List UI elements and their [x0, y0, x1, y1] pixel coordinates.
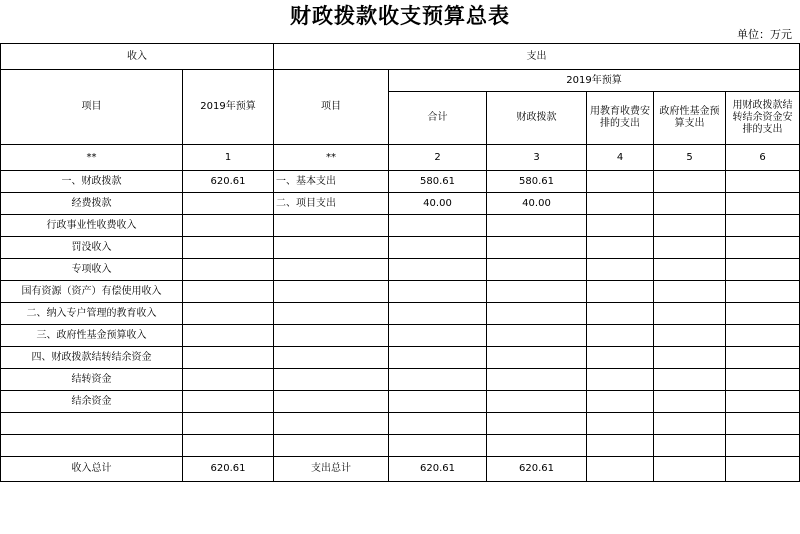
edu-fee-cell: [587, 325, 654, 347]
page-title: 财政拨款收支预算总表: [290, 3, 510, 28]
income-item-cell: 经费拨款: [1, 193, 183, 215]
table-row: [1, 391, 800, 413]
income-item-cell: 结余资金: [1, 391, 183, 413]
income-item-cell: 专项收入: [1, 259, 183, 281]
expense-item-cell: [274, 303, 389, 325]
index-cell: **: [274, 145, 389, 171]
expense-total-cell: [389, 281, 487, 303]
fiscal-cell: [487, 215, 587, 237]
edu-fee-cell: [587, 347, 654, 369]
table-row: [1, 435, 800, 457]
income-amount-cell: [183, 281, 274, 303]
income-amount-cell: [183, 237, 274, 259]
income-item-cell: 国有资源（资产）有偿使用收入: [1, 281, 183, 303]
expense-item-cell: 二、项目支出: [274, 193, 389, 215]
unit-label: 单位：万元: [737, 28, 792, 41]
expense-total-cell: [389, 215, 487, 237]
income-amount-cell: [183, 413, 274, 435]
table-row: [1, 171, 800, 193]
expense-item-cell: [274, 259, 389, 281]
expense-item-cell: [274, 215, 389, 237]
expense-item-cell: [274, 369, 389, 391]
budget-group-header: 2019年预算: [389, 70, 800, 92]
index-cell: **: [1, 145, 183, 171]
table-row: [1, 413, 800, 435]
gov-fund-cell: [654, 171, 726, 193]
income-item-cell: [1, 435, 183, 457]
edu-fee-cell: [587, 369, 654, 391]
gov-fund-cell: [654, 325, 726, 347]
edu-fee-total-value: [587, 457, 654, 482]
income-amount-cell: [183, 369, 274, 391]
edu-fee-cell: [587, 237, 654, 259]
table-row: [1, 303, 800, 325]
index-cell: 5: [654, 145, 726, 171]
fiscal-cell: [487, 303, 587, 325]
gov-fund-cell: [654, 303, 726, 325]
edu-fee-cell: [587, 391, 654, 413]
gov-fund-cell: [654, 369, 726, 391]
gov-fund-cell: [654, 391, 726, 413]
carryover-cell: [726, 435, 800, 457]
income-amount-cell: [183, 347, 274, 369]
carryover-cell: [726, 325, 800, 347]
carryover-cell: [726, 413, 800, 435]
fiscal-header: 财政拨款: [487, 92, 587, 145]
income-amount-cell: [183, 215, 274, 237]
income-amount-cell: [183, 193, 274, 215]
edu-fee-header: 用教育收费安排的支出: [587, 92, 654, 145]
expense-total-cell: [389, 435, 487, 457]
carryover-cell: [726, 347, 800, 369]
expense-item-cell: [274, 281, 389, 303]
fiscal-total-value: 620.61: [487, 457, 587, 482]
income-amount-cell: [183, 303, 274, 325]
fiscal-cell: 40.00: [487, 193, 587, 215]
table-row: [1, 281, 800, 303]
income-item-cell: 一、财政拨款: [1, 171, 183, 193]
edu-fee-cell: [587, 259, 654, 281]
expense-total-cell: [389, 347, 487, 369]
edu-fee-cell: [587, 281, 654, 303]
carryover-cell: [726, 237, 800, 259]
fiscal-cell: [487, 391, 587, 413]
income-amount-cell: [183, 391, 274, 413]
table-row: [1, 347, 800, 369]
edu-fee-cell: [587, 171, 654, 193]
fiscal-cell: [487, 435, 587, 457]
carryover-cell: [726, 303, 800, 325]
expense-total-cell: 580.61: [389, 171, 487, 193]
carryover-cell: [726, 215, 800, 237]
income-amount-cell: [183, 435, 274, 457]
index-cell: 3: [487, 145, 587, 171]
carryover-cell: [726, 259, 800, 281]
table-row: [1, 215, 800, 237]
expense-total-label: 支出总计: [274, 457, 389, 482]
gov-fund-cell: [654, 347, 726, 369]
gov-fund-header: 政府性基金预算支出: [654, 92, 726, 145]
fiscal-cell: [487, 325, 587, 347]
expense-total-cell: [389, 391, 487, 413]
income-item-cell: 结转资金: [1, 369, 183, 391]
index-cell: 1: [183, 145, 274, 171]
income-amount-cell: 620.61: [183, 171, 274, 193]
income-total-label: 收入总计: [1, 457, 183, 482]
table-row: [1, 193, 800, 215]
edu-fee-cell: [587, 303, 654, 325]
table-row: [1, 369, 800, 391]
expense-item-cell: 一、基本支出: [274, 171, 389, 193]
income-item-cell: 三、政府性基金预算收入: [1, 325, 183, 347]
carryover-cell: [726, 391, 800, 413]
index-cell: 6: [726, 145, 800, 171]
income-item-cell: 二、纳入专户管理的教育收入: [1, 303, 183, 325]
gov-fund-cell: [654, 435, 726, 457]
income-amount-cell: [183, 259, 274, 281]
table-row: [1, 325, 800, 347]
expense-item-header: 项目: [274, 70, 389, 145]
expense-item-cell: [274, 347, 389, 369]
income-item-cell: [1, 413, 183, 435]
expense-header: 支出: [274, 44, 800, 70]
gov-fund-cell: [654, 413, 726, 435]
index-cell: 2: [389, 145, 487, 171]
expense-item-cell: [274, 413, 389, 435]
expense-total-cell: [389, 303, 487, 325]
fiscal-cell: [487, 347, 587, 369]
fiscal-cell: [487, 281, 587, 303]
income-amount-cell: [183, 325, 274, 347]
carryover-cell: [726, 369, 800, 391]
income-total-value: 620.61: [183, 457, 274, 482]
carryover-header: 用财政拨款结转结余资金安排的支出: [726, 92, 800, 145]
expense-total-value: 620.61: [389, 457, 487, 482]
total-header: 合计: [389, 92, 487, 145]
expense-item-cell: [274, 391, 389, 413]
expense-item-cell: [274, 435, 389, 457]
income-item-cell: 罚没收入: [1, 237, 183, 259]
table-row: [1, 259, 800, 281]
budget-table: [0, 43, 800, 482]
income-item-header: 项目: [1, 70, 183, 145]
carryover-cell: [726, 281, 800, 303]
carryover-cell: [726, 171, 800, 193]
expense-total-cell: [389, 325, 487, 347]
carryover-total-value: [726, 457, 800, 482]
fiscal-cell: [487, 259, 587, 281]
gov-fund-cell: [654, 259, 726, 281]
gov-fund-cell: [654, 215, 726, 237]
gov-fund-cell: [654, 281, 726, 303]
expense-item-cell: [274, 325, 389, 347]
fiscal-cell: [487, 413, 587, 435]
fiscal-cell: 580.61: [487, 171, 587, 193]
expense-total-cell: [389, 237, 487, 259]
income-item-cell: 四、财政拨款结转结余资金: [1, 347, 183, 369]
gov-fund-cell: [654, 237, 726, 259]
edu-fee-cell: [587, 435, 654, 457]
expense-item-cell: [274, 237, 389, 259]
carryover-cell: [726, 193, 800, 215]
edu-fee-cell: [587, 193, 654, 215]
expense-total-cell: [389, 413, 487, 435]
table-row: [1, 237, 800, 259]
income-item-cell: 行政事业性收费收入: [1, 215, 183, 237]
edu-fee-cell: [587, 413, 654, 435]
fiscal-cell: [487, 369, 587, 391]
expense-total-cell: [389, 369, 487, 391]
index-cell: 4: [587, 145, 654, 171]
fiscal-cell: [487, 237, 587, 259]
gov-fund-total-value: [654, 457, 726, 482]
income-budget-header: 2019年预算: [183, 70, 274, 145]
expense-total-cell: 40.00: [389, 193, 487, 215]
expense-total-cell: [389, 259, 487, 281]
gov-fund-cell: [654, 193, 726, 215]
income-header: 收入: [1, 44, 274, 70]
edu-fee-cell: [587, 215, 654, 237]
